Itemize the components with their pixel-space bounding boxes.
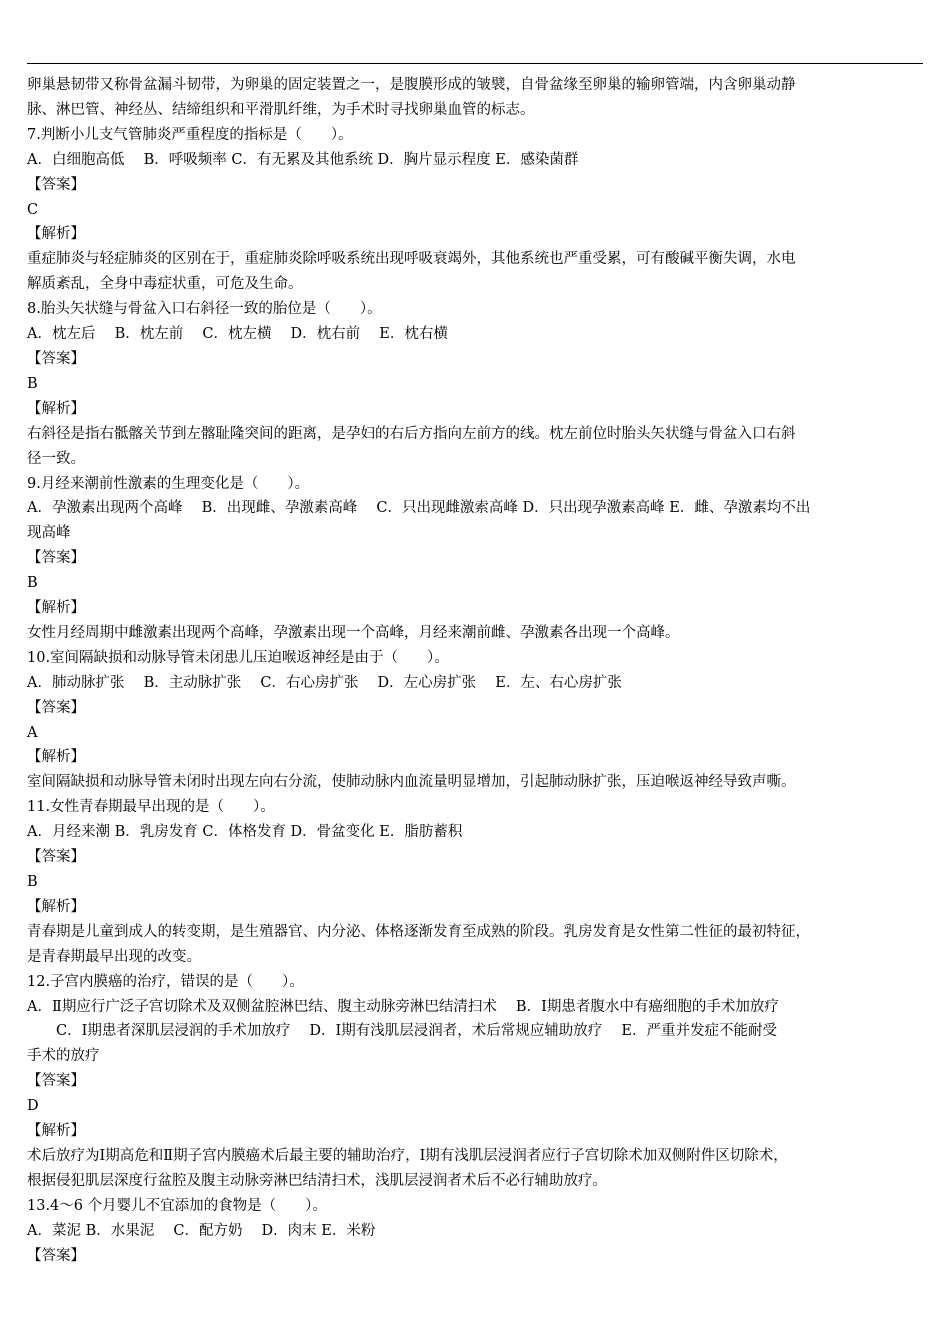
text-line: B xyxy=(27,874,38,890)
text-line: 9.月经来潮前性激素的生理变化是（ ）。 xyxy=(27,475,310,492)
text-line: A．菜泥 B．水果泥 C．配方奶 D．肉末 E．米粉 xyxy=(27,1222,376,1239)
text-line: 术后放疗为Ⅰ期高危和Ⅱ期子宫内膜癌术后最主要的辅助治疗，Ⅰ期有浅肌层浸润者应行子宫切除术加双侧附件区切除术， xyxy=(27,1147,788,1164)
text-line: C xyxy=(27,201,39,218)
text-line: 10.室间隔缺损和动脉导管未闭患儿压迫喉返神经是由于（ ）。 xyxy=(27,649,449,666)
text-line: 【解析】 xyxy=(27,1123,85,1140)
text-line: 【解析】 xyxy=(27,226,85,243)
text-line: 【答案】 xyxy=(27,350,85,367)
text-line: 脉、淋巴管、神经丛、结缔组织和平滑肌纤维，为手术时寻找卵巢血管的标志。 xyxy=(27,101,535,118)
text-line: 根据侵犯肌层深度行盆腔及腹主动脉旁淋巴结清扫术，浅肌层浸润者术后不必行辅助放疗。 xyxy=(27,1172,607,1189)
text-line: 8.胎头矢状缝与骨盆入口右斜径一致的胎位是（ ）。 xyxy=(27,301,382,318)
text-line: 【解析】 xyxy=(27,600,85,617)
text-line: 是青春期最早出现的改变。 xyxy=(27,948,201,965)
text-line: B xyxy=(27,575,38,592)
document-body xyxy=(27,73,927,1269)
header-rule xyxy=(27,63,923,64)
text-line: 解质紊乱，全身中毒症状重，可危及生命。 xyxy=(27,276,303,293)
text-line: 青春期是儿童到成人的转变期，是生殖器官、内分泌、体格逐渐发育至成熟的阶段。乳房发育是女性第二性征的最初特征， xyxy=(27,923,810,940)
text-line: 【答案】 xyxy=(27,550,85,567)
text-line: A．肺动脉扩张 B．主动脉扩张 C．右心房扩张 D．左心房扩张 E．左、右心房扩张 xyxy=(27,674,622,691)
text-line: 右斜径是指右骶髂关节到左髂耻隆突间的距离，是孕妇的右后方指向左前方的线。枕左前位时胎头矢状缝与骨盆入口右斜 xyxy=(27,425,796,442)
text-line: 【答案】 xyxy=(27,699,85,716)
text-line: C．Ⅰ期患者深肌层浸润的手术加放疗 D．Ⅰ期有浅肌层浸润者，术后常规应辅助放疗 E．严重并发症不能耐受 xyxy=(27,1023,777,1040)
text-line: 【解析】 xyxy=(27,749,85,766)
text-line: 【答案】 xyxy=(27,1073,85,1090)
text-line: 【答案】 xyxy=(27,176,85,193)
text-line: A．Ⅱ期应行广泛子宫切除术及双侧盆腔淋巴结、腹主动脉旁淋巴结清扫术 B．Ⅰ期患者腹水中有癌细胞的手术加放疗 xyxy=(27,998,779,1015)
text-line: A．月经来潮 B．乳房发育 C．体格发育 D．骨盆变化 E．脂肪蓄积 xyxy=(27,824,463,841)
text-line: 13.4～6 个月婴儿不宜添加的食物是（ ）。 xyxy=(27,1197,327,1214)
text-line: 室间隔缺损和动脉导管未闭时出现左向右分流，使肺动脉内血流量明显增加，引起肺动脉扩张，压迫喉返神经导致声嘶。 xyxy=(27,774,796,791)
text-line: A．白细胞高低 B．呼吸频率 C．有无累及其他系统 D．胸片显示程度 E．感染菌群 xyxy=(27,151,579,168)
text-line: 【答案】 xyxy=(27,1247,85,1264)
text-line: 11.女性青春期最早出现的是（ ）。 xyxy=(27,799,275,816)
text-line: A．孕激素出现两个高峰 B．出现雌、孕激素高峰 C．只出现雌激索高峰 D．只出现孕激素高峰 E．雌、孕激素均不出 xyxy=(27,500,811,517)
text-line: A xyxy=(27,724,38,741)
text-line: 现高峰 xyxy=(27,525,71,542)
text-line: 重症肺炎与轻症肺炎的区别在于，重症肺炎除呼吸系统出现呼吸衰竭外，其他系统也严重受累，可有酸碱平衡失调，水电 xyxy=(27,251,796,268)
text-line: A．枕左后 B．枕左前 C．枕左横 D．枕右前 E．枕右横 xyxy=(27,326,448,343)
text-line: B xyxy=(27,375,38,392)
text-line: 【答案】 xyxy=(27,849,85,866)
text-line: 【解析】 xyxy=(27,898,85,915)
text-line: 卵巢悬韧带又称骨盆漏斗韧带，为卵巢的固定装置之一，是腹膜形成的皱襞，自骨盆缘至卵巢的输卵管端，内含卵巢动静 xyxy=(27,77,796,93)
text-line: 径一致。 xyxy=(27,450,85,467)
text-line: D xyxy=(27,1098,39,1115)
text-line: 7.判断小儿支气管肺炎严重程度的指标是（ ）。 xyxy=(27,126,353,143)
text-line: 12.子宫内膜癌的治疗，错误的是（ ）。 xyxy=(27,973,304,990)
text-line: 手术的放疗 xyxy=(27,1048,100,1065)
text-line: 【解析】 xyxy=(27,400,85,417)
text-line: 女性月经周期中雌激素出现两个高峰，孕激素出现一个高峰，月经来潮前雌、孕激素各出现一个高峰。 xyxy=(27,624,680,641)
